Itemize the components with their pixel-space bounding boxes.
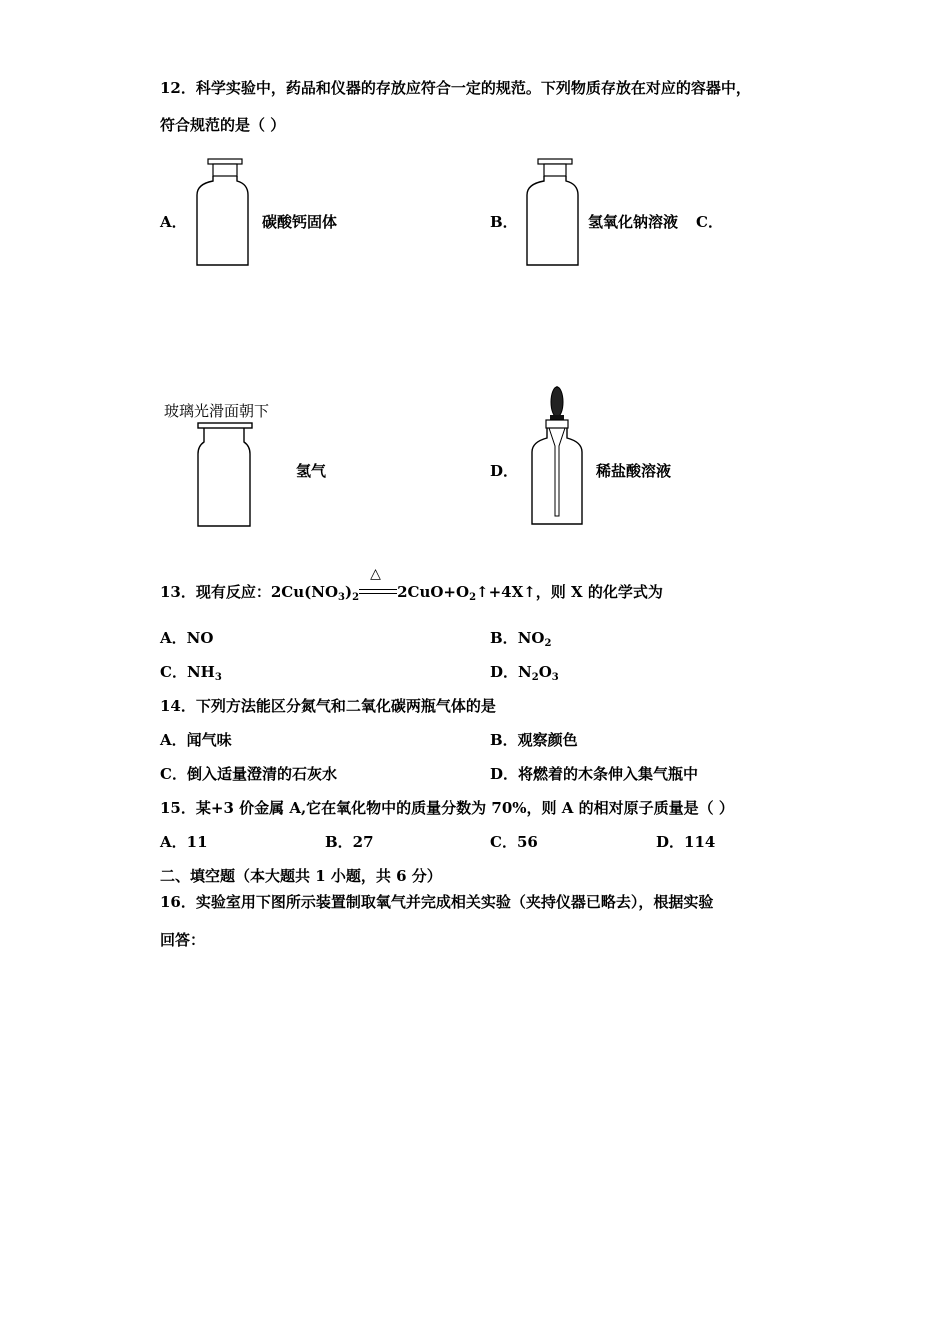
- q13-option-d-letter: D．: [490, 663, 519, 681]
- q16-stem-line1: 16．实验室用下图所示装置制取氧气并完成相关实验（夹持仪器已略去），根据实验: [160, 893, 714, 911]
- q13-option-b: [490, 628, 551, 648]
- q12-option-a-label: 碳酸钙固体: [262, 213, 338, 231]
- q13-option-a-letter: A．: [160, 629, 187, 647]
- q13-option-d-sub: 2: [531, 672, 539, 683]
- q13-option-b-letter: B．: [490, 629, 518, 647]
- q13-products-a: 2CuO+O: [397, 583, 470, 601]
- q12-option-d-label: 稀盐酸溶液: [596, 462, 672, 480]
- gas-jar-icon: [190, 420, 260, 532]
- q12-stem-line2: 符合规范的是（ ）: [160, 116, 286, 134]
- q13-sub-3: 3: [338, 592, 345, 603]
- q13-option-b-text: NO: [517, 629, 545, 647]
- q15-stem: 15．某+3 价金属 A,它在氧化物中的质量分数为 70%，则 A 的相对原子质量是（ ）: [160, 799, 734, 817]
- q13-stem: [160, 566, 663, 603]
- q14-option-a: A．闻气味: [160, 731, 232, 749]
- q13-option-d-text: N: [518, 663, 532, 681]
- q13-sub-o2: 2: [469, 592, 477, 603]
- q13-option-c-letter: C．: [160, 663, 187, 681]
- q12-option-c-letter: C．: [696, 213, 723, 231]
- q13-reaction-arrow: [359, 566, 397, 600]
- q15-option-a: A．11: [160, 833, 208, 851]
- q13-option-c-text: NH: [186, 663, 215, 681]
- q15-option-d: D．114: [656, 833, 716, 851]
- q13-option-d-text2: O: [538, 663, 552, 681]
- heat-symbol-icon: △: [370, 566, 381, 582]
- q13-prefix: 13．现有反应：2Cu(NO: [160, 583, 339, 601]
- wide-mouth-bottle-icon: [190, 157, 260, 269]
- q15-option-c: C．56: [490, 833, 538, 851]
- q13-products-b: ↑+4X↑，则 X 的化学式为: [476, 583, 663, 601]
- q12-option-c-label: 氢气: [296, 462, 327, 480]
- q13-close-paren: ): [345, 583, 353, 601]
- q12-option-a-letter: A．: [160, 213, 187, 231]
- q13-option-a: [160, 628, 213, 648]
- q13-option-a-text: NO: [186, 629, 214, 647]
- dropper-bottle-icon: [522, 384, 592, 529]
- q13-option-c: [160, 662, 222, 682]
- q14-option-c: C．倒入适量澄清的石灰水: [160, 765, 337, 783]
- q16-stem-line2: 回答：: [160, 931, 206, 949]
- q13-option-c-sub: 3: [214, 672, 222, 683]
- q14-stem: 14．下列方法能区分氮气和二氧化碳两瓶气体的是: [160, 697, 496, 715]
- q14-option-d: D．将燃着的木条伸入集气瓶中: [490, 765, 699, 783]
- q12-option-b-label: 氢氧化钠溶液: [588, 213, 679, 231]
- q12-stem-line1: 12．科学实验中，药品和仪器的存放应符合一定的规范。下列物质存放在对应的容器中，: [160, 79, 751, 97]
- q13-sub-2: 2: [352, 592, 360, 603]
- q13-option-d-sub2: 3: [551, 672, 559, 683]
- q14-option-b: B．观察颜色: [490, 731, 578, 749]
- double-line: [359, 589, 397, 594]
- q15-option-b: B．27: [325, 833, 374, 851]
- q12-option-b-letter: B．: [490, 213, 518, 231]
- q13-option-d: [490, 662, 559, 682]
- q13-option-b-sub: 2: [544, 638, 552, 649]
- q12-option-d-letter: D．: [490, 462, 519, 480]
- section-heading: 二、填空题（本大题共 1 小题，共 6 分）: [160, 867, 442, 885]
- narrow-mouth-bottle-icon: [520, 157, 590, 269]
- q12-option-c-note: 玻璃光滑面朝下: [164, 402, 270, 420]
